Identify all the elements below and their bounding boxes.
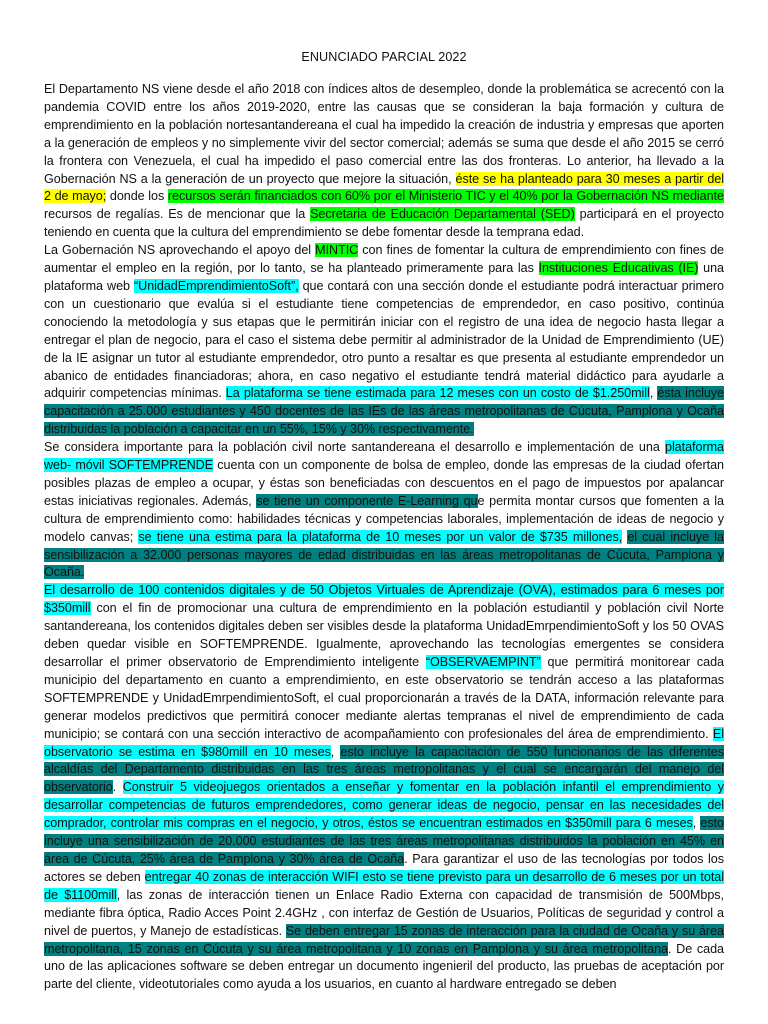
highlight-green: Secretaria de Educación Departamental (SED) [310,207,575,222]
paragraph-3 [44,439,724,582]
paragraph-1 [44,81,724,242]
text-run: Se considera importante para la población civil norte santandereana el desarrollo e implementación de una [44,440,665,455]
highlight-yellow: éste se ha planteado para 30 meses a partir del 2 de mayo; [44,171,725,204]
text-run: , [330,744,341,759]
text-run: con fines de fomentar la cultura de emprendimiento con fines de aumentar el empleo en la región, por lo tanto, se ha planteado primeramente para las [44,243,724,276]
highlight-teal: el cual incluye la sensibilización a 32.000 personas mayores de edad distribuidas en las áreas metropolitanas de Cúcuta, Pamplona y Ocaña. [44,529,724,580]
paragraph-2 [44,242,724,439]
highlight-cyan: “OBSERVAEMPINT” [425,655,541,669]
highlight-cyan: “UnidadEmprendimientoSoft”, [134,278,299,293]
text-run: cuenta con un componente de bolsa de empleo, donde las empresas de la ciudad ofertan posibles plazas de empleo a ocupar, y éstas son beneficiadas con descuentos en el pago de impuestos por apalancar estas iniciativas regionales. Además, [44,458,724,508]
highlight-teal: Se deben entregar 15 zonas de interacción para la ciudad de Ocaña y su área metropolitana, 15 zonas en Cúcuta y su área metropolitana y 10 zonas en Pamplona y su área metropolitana [44,923,724,956]
text-run: . Para garantizar el uso de las tecnologías por todos los actores se deben [44,851,724,884]
highlight-cyan: El observatorio se estima en $980mill en 10 meses [44,726,724,759]
highlight-cyan: entregar 40 zonas de interacción WIFI esto se tiene previsto para un desarrollo de 6 meses por un total de $1100mill [44,869,724,902]
highlight-teal: esto incluye la capacitación de 550 funcionarios de las diferentes alcaldías del Departamento distribuidas en las tres áreas metropolitanas y el cual se encargarán del manejo del observatorio [44,744,724,795]
highlight-cyan: La plataforma se tiene estimada para 12 meses con un costo de $1.250mill [225,386,650,401]
text-run: recursos de regalías. Es de mencionar que la [44,207,311,222]
text-run: que permitirá monitorear cada municipio del departamento en cuanto a emprendimiento, en este observatorio se tendrán acceso a las plataformas SOFTEMPRENDE y UnidadEmrpendimientoSoft, el cual proporcionarán a través de la DATA, información relevante para generar modelos predictivos que permitirá conocer mediante alertas tempranas el nivel de emprendimiento de cada municipio; se contará con una sección interactivo de acompañamiento con profesionales del área de emprendimiento. [44,655,724,741]
text-run: , las zonas de interacción tienen un Enlace Radio Externa con capacidad de transmisión de 500Mbps, mediante fibra óptica, Radio Acces Point 2.4GHz , con interfaz de Gestión de Usuarios, Políticas de seguridad y control a nivel de puertos, y Manejo de estadísticas. [44,887,724,938]
text-run: donde los [106,189,168,204]
text-run: , [692,816,701,831]
text-run: , [649,386,658,401]
text-run: que contará con una sección donde el estudiante podrá interactuar primero con un cuestionario que evalúa si el estudiante tiene competencias de emprendedor, en caso positivo, continúa conociendo la metodología y sus etapas que le permitirán iniciar con el registro de una idea de negocio hasta llegar a entregar el plan de negocio, para el caso el sistema debe permitir al administrador de la Unidad de Emprendimiento (UE) de la IE asignar un tutor al estudiante emprendedor, otro punto a resaltar es que presenta al estudiante emprendedor un abanico de entidades financiadoras; ahora, en caso negativo el estudiante tendrá material didáctico para ayudarle a adquirir competencias mínimas. [44,278,724,401]
highlight-cyan: se tiene una estima para la plataforma de 10 meses por un valor de $735 millones, [138,529,623,544]
highlight-green: recursos serán financiados con 60% por el Ministerio TIC y el 40% por la Gobernación NS mediante [167,189,724,204]
highlight-cyan: Construir 5 videojuegos orientados a enseñar y fomentar en la población infantil el emprendimiento y desarrollar competencias de futuros emprendedores, como generar ideas de negocio, pensar en las necesidades del comprador, controlar mis compras en el negocio, y otros, éstos se encuentran estimados en $350mill para 6 meses [44,780,724,831]
highlight-green: MINTIC [315,243,359,258]
document-body [44,81,724,994]
text-run: . [112,780,123,795]
text-run: e permita montar cursos que fomenten a la cultura de emprendimiento como: habilidades técnicas y competencias laborales, implementación de ideas de negocio y modelo canvas; [44,493,725,544]
highlight-cyan: plataforma web- móvil SOFTEMPRENDE [44,440,724,473]
text-run: una plataforma web [44,261,724,293]
text-run: participará en el proyecto teniendo en cuenta que la cultura del emprendimiento se debe fomentar desde la temprana edad. [44,207,724,240]
text-run: El Departamento NS viene desde el año 2018 con índices altos de desempleo, donde la problemática se acrecentó con la pandemia COVID entre los años 2019-2020, entre las causas que se consideran la baja formación y cultura de emprendimiento en la población nortesantandereana el cual ha impedido la creación de industria y empresas que aporten a la generación de empleos y no simplemente vivir del sector comercial; además se suma que desde el año 2015 se cerró la frontera con Venezuela, el cual ha impedido el paso comercial entre las dos fronteras. Lo anterior, ha llevado a la Gobernación NS a la generación de un proyecto que mejore la situación, [44,82,724,186]
highlight-teal: se tiene un componente E-Learning qu [256,493,478,508]
highlight-teal: ésta incluye capacitación a 25.000 estudiantes y 450 docentes de las IEs de las áreas metropolitanas de Cúcuta, Pamplona y Ocaña distribuidas la población a capacitar en un 55%, 15% y 30% respectivamente. [44,386,724,437]
text-run: La Gobernación NS aprovechando el apoyo del [44,243,316,258]
text-run: con el fin de promocionar una cultura de emprendimiento en la población estudiantil y población civil Norte santandereana, los contenidos digitales deben ser visibles desde la plataforma UnidadEmrpendimientoSoft y los 50 OVAS deben quedar visible en SOFTEMPRENDE. Igualmente, aprovechando las tecnologías emergentes se considera desarrollar el primer observatorio de Emprendimiento inteligente [44,601,724,669]
highlight-green: Instituciones Educativas (IE) [538,261,699,276]
highlight-cyan: El desarrollo de 100 contenidos digitales y de 50 Objetos Virtuales de Aprendizaje (OVA), estimados para 6 meses por $350mill [44,583,724,616]
highlight-teal: esto incluye una sensibilización de 20.000 estudiantes de las tres áreas metropolitanas distribuidos la población en 45% en área de Cúcuta, 25% área de Pamplona y 30% área de Ocaña [44,816,724,866]
paragraph-4 [44,582,724,994]
document-title: ENUNCIADO PARCIAL 2022 [301,50,467,64]
text-run: . De cada uno de las aplicaciones software se deben entregar un documento ingenieril del producto, las pruebas de aceptación por parte del cliente, videotutoriales como ayuda a los usuarios, en cuanto al hardware entregado se deben [44,941,724,992]
